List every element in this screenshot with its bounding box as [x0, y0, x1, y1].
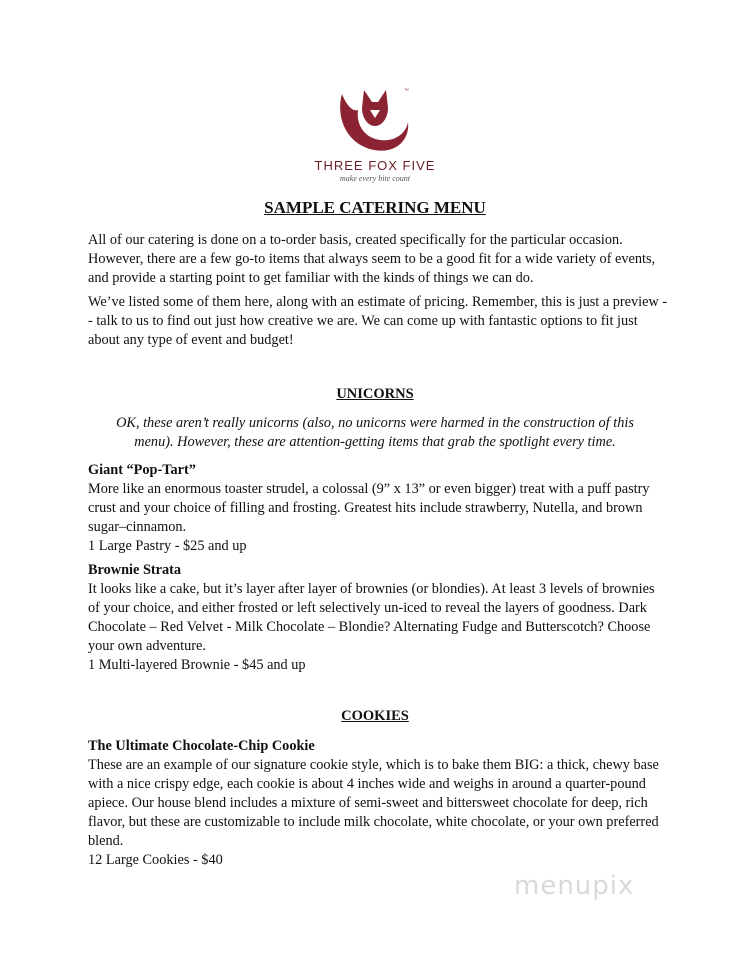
- section-note: OK, these aren’t really unicorns (also, no unicorns were harmed in the construction of this menu). However, these are attention-getting items that grab the spotlight every time.: [116, 415, 634, 450]
- item-description: More like an enormous toaster strudel, a colossal (9” x 13” or even bigger) treat with a puff pastry crust and your choice of filling and frosting. Greatest hits include strawberry, Nutella, and brown sugar–cinnamon.: [88, 481, 650, 535]
- brand-tagline: make every bite count: [340, 174, 410, 183]
- trademark-mark: ™: [404, 88, 409, 94]
- item-price: 12 Large Cookies - $40: [88, 852, 223, 868]
- watermark: menupix: [514, 871, 635, 901]
- brand-logo: [310, 84, 440, 188]
- item-description: It looks like a cake, but it’s layer after layer of brownies (or blondies). At least 3 levels of brownies of your choice, and either frosted or left selectively un-iced to reveal the layers of goodness. Dark Chocolate – Red Velvet - Milk Chocolate – Blondie? Alternating Fudge and Butterscotch? Choose your own adventure.: [88, 581, 655, 654]
- fox-logo-icon: [334, 84, 416, 156]
- menu-item: [88, 561, 668, 675]
- item-name: The Ultimate Chocolate-Chip Cookie: [88, 738, 315, 754]
- menu-item: [88, 461, 668, 556]
- menu-item: [88, 737, 668, 870]
- item-name: Giant “Pop-Tart”: [88, 462, 196, 478]
- section-heading-cookies: COOKIES: [341, 708, 409, 724]
- intro-paragraph: All of our catering is done on a to-order basis, created specifically for the particular occasion. However, there are a few go-to items that always seem to be a good fit for a wide variety of events, and provide a starting point to get familiar with the kinds of things we can do.: [88, 232, 656, 286]
- item-price: 1 Multi-layered Brownie - $45 and up: [88, 657, 306, 673]
- brand-name: THREE FOX FIVE: [314, 158, 436, 173]
- item-description: These are an example of our signature cookie style, which is to bake them BIG: a thick, chewy base with a nice crispy edge, each cookie is about 4 inches wide and weighs in around a quarter-pound apiece. Our house blend includes a mixture of semi-sweet and bittersweet chocolate for deep, rich flavor, but these are customizable to include milk chocolate, white chocolate, or your own preferred blend.: [88, 757, 659, 849]
- item-price: 1 Large Pastry - $25 and up: [88, 538, 247, 554]
- item-name: Brownie Strata: [88, 562, 182, 578]
- intro-paragraph: We’ve listed some of them here, along with an estimate of pricing. Remember, this is just a preview -- talk to us to find out just how creative we are. We can come up with fantastic options to fit just about any type of event and budget!: [88, 294, 668, 348]
- page-title: SAMPLE CATERING MENU: [264, 198, 486, 217]
- section-heading-unicorns: UNICORNS: [336, 386, 414, 402]
